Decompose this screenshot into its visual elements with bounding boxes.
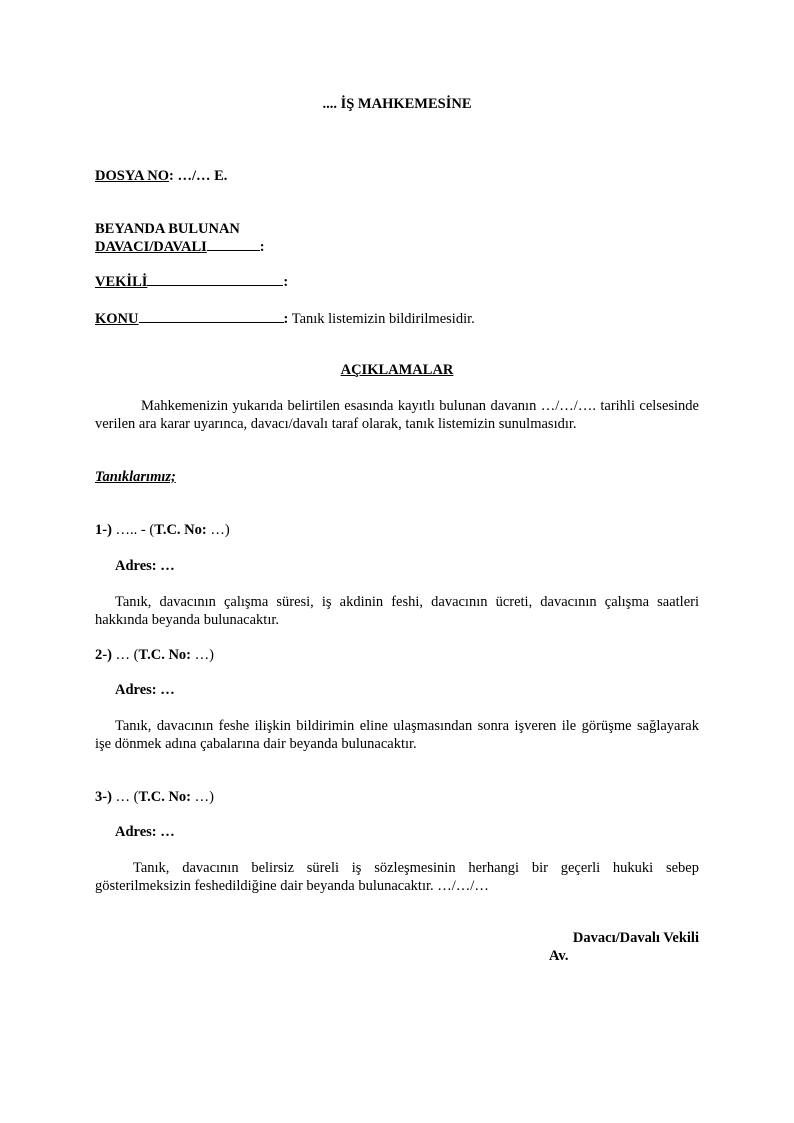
konu-label: KONU xyxy=(95,311,139,327)
witnesses-heading: Tanıklarımız; xyxy=(95,469,176,485)
aciklamalar-heading: AÇIKLAMALAR xyxy=(340,362,454,378)
signature-title: Davacı/Davalı Vekili xyxy=(572,930,699,946)
tc-value: …) xyxy=(210,522,230,538)
tc-label: T.C. No: xyxy=(154,522,207,538)
witness-name: … xyxy=(115,789,131,805)
vekili-row xyxy=(95,272,288,291)
tc-value: …) xyxy=(194,647,214,663)
underline-fill xyxy=(207,237,260,251)
tc-label: T.C. No: xyxy=(138,647,192,663)
witness-3-address: Adres: … xyxy=(115,824,175,840)
witness-2-header: 2-) … (T.C. No: …) xyxy=(95,647,214,663)
tc-value: …) xyxy=(194,789,214,805)
colon: : xyxy=(283,311,289,327)
witness-3-statement: Tanık, davacının belirsiz süreli iş sözleşmesinin herhangi bir geçerli hukuki sebep gösterilmeksizin feshedildiğine dair beyanda bulunacaktır. …/…/… xyxy=(95,860,699,894)
dosya-no-value: : …/… E. xyxy=(169,168,228,184)
witness-name: ….. - xyxy=(115,522,146,538)
beyanda-bulunan-label: BEYANDA BULUNAN xyxy=(95,221,240,237)
konu-row xyxy=(95,309,475,328)
colon: : xyxy=(259,239,265,255)
underline-fill xyxy=(147,272,283,286)
davaci-davali-row xyxy=(95,237,265,256)
davaci-davali-label: DAVACI/DAVALI xyxy=(95,239,207,255)
dosya-no-row xyxy=(95,167,227,185)
underline-fill xyxy=(139,309,284,323)
vekili-label: VEKİLİ xyxy=(95,274,148,290)
witness-number: 2-) xyxy=(95,647,112,663)
signature-av: Av. xyxy=(549,948,569,964)
witness-1-statement: Tanık, davacının çalışma süresi, iş akdinin feshi, davacının ücreti, davacının çalışma saatleri hakkında beyanda bulunacaktır. xyxy=(95,594,699,628)
witness-2-statement: Tanık, davacının feshe ilişkin bildirimin eline ulaşmasından sonra işveren ile görüşme sağlayarak işe dönmek adına çabalarına dair beyanda bulunacaktır. xyxy=(95,718,699,752)
witness-number: 1-) xyxy=(95,522,112,538)
tc-label: T.C. No: xyxy=(138,789,192,805)
witness-name: … xyxy=(115,647,131,663)
witness-2-address: Adres: … xyxy=(115,682,175,698)
witness-3-header: 3-) … (T.C. No: …) xyxy=(95,789,214,805)
aciklamalar-paragraph: Mahkemenizin yukarıda belirtilen esasında kayıtlı bulunan davanın …/…/…. tarihli celsesinde verilen ara karar uyarınca, davacı/davalı taraf olarak, tanık listemizin sunulmasıdır. xyxy=(95,398,699,432)
witness-number: 3-) xyxy=(95,789,112,805)
witness-1-header: 1-) ….. - (T.C. No: …) xyxy=(95,522,230,538)
colon: : xyxy=(283,274,289,290)
witness-1-address: Adres: … xyxy=(115,558,175,574)
konu-value: Tanık listemizin bildirilmesidir. xyxy=(291,311,475,327)
page-title: .... İŞ MAHKEMESİNE xyxy=(322,96,472,112)
dosya-no-label: DOSYA NO xyxy=(95,168,170,184)
